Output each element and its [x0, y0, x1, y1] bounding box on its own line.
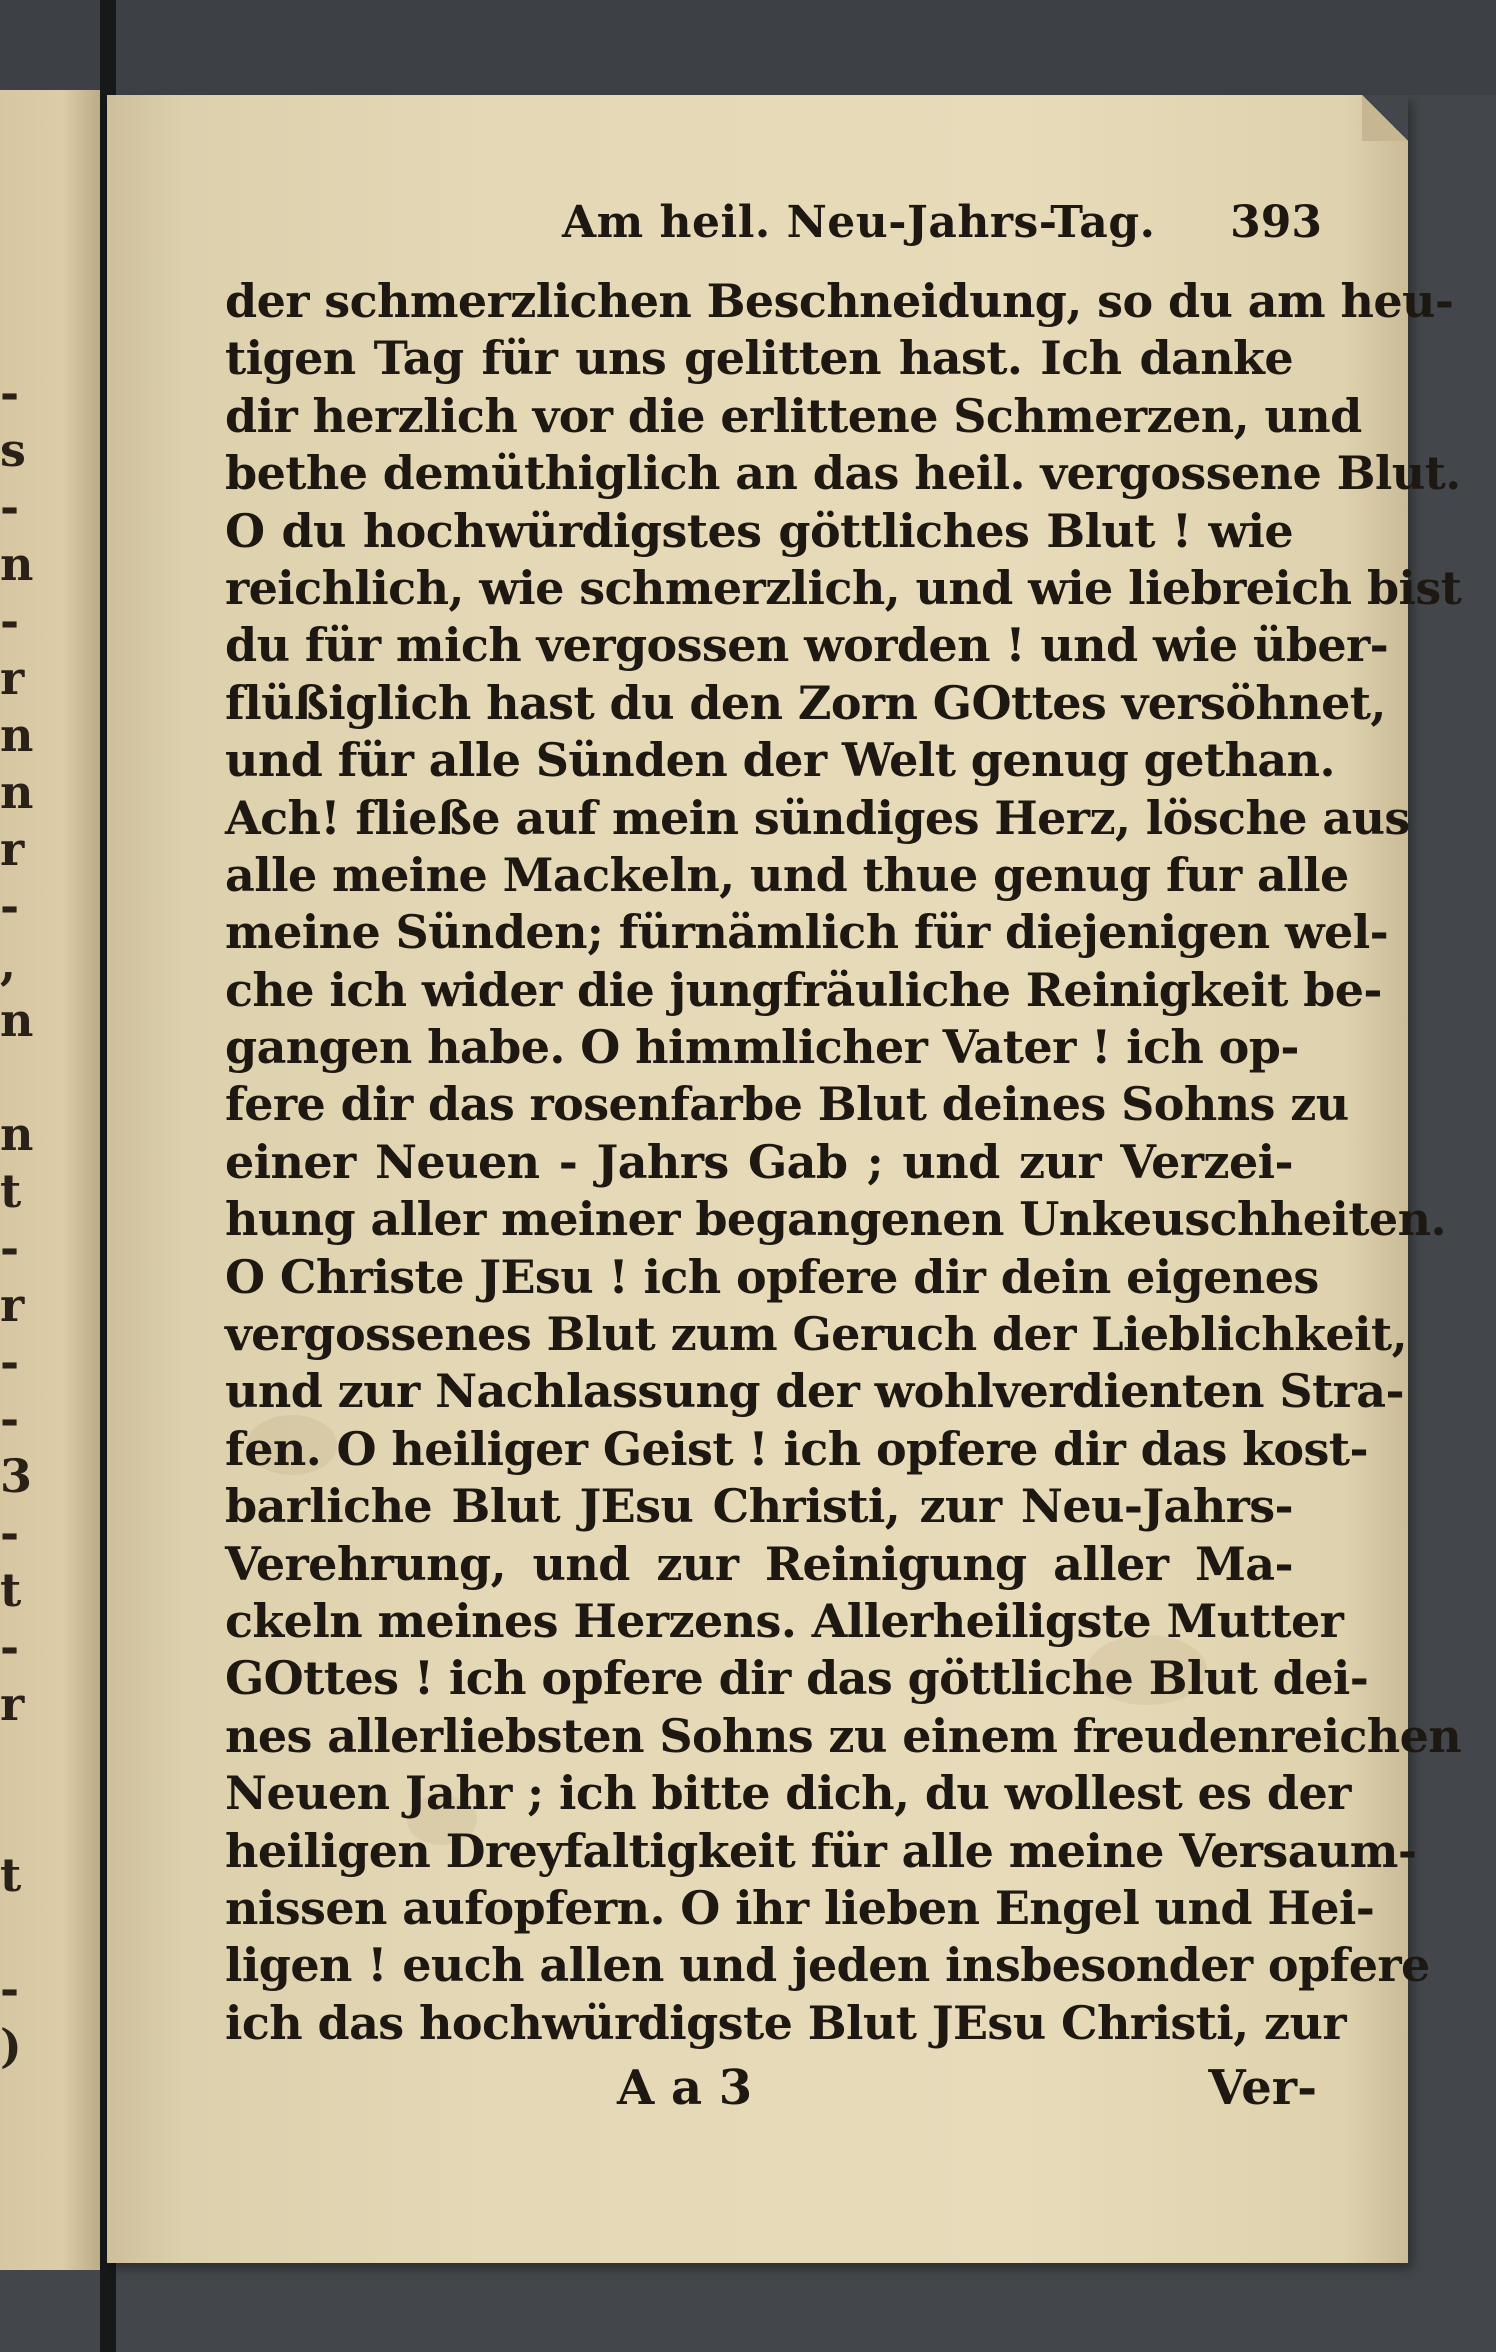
folded-corner [1362, 95, 1408, 141]
body-text [225, 273, 1462, 2052]
left-edge-char: n [0, 708, 34, 762]
text-line: che ich wider die jungfräuliche Reinigkeit be- [225, 962, 1382, 1017]
left-edge-char: 3 [0, 1449, 33, 1503]
text-line: dir herzlich vor die erlittene Schmerzen, und [225, 388, 1362, 443]
text-line: einer Neuen - Jahrs Gab ; und zur Verzei- [225, 1134, 1293, 1189]
text-line: alle meine Mackeln, und thue genug fur alle [225, 847, 1349, 902]
text-line: du für mich vergossen worden ! und wie über- [225, 618, 1389, 673]
left-edge-char [0, 1904, 40, 1961]
running-title: Am heil. Neu-Jahrs-Tag. [562, 197, 1156, 248]
text-line: barliche Blut JEsu Christi, zur Neu-Jahrs- [225, 1479, 1293, 1534]
left-edge-char: r [0, 1278, 25, 1332]
left-edge-char: n [0, 993, 34, 1047]
text-line: fere dir das rosenfarbe Blut deines Sohns zu [225, 1077, 1349, 1132]
book-page [107, 95, 1462, 2263]
text-line: nes allerliebsten Sohns zu einem freudenreichen [225, 1708, 1462, 1763]
left-edge-char: r [0, 822, 25, 876]
text-line: ligen ! euch allen und jeden insbesonder opfere [225, 1938, 1430, 1993]
left-edge-char: - [0, 1392, 20, 1446]
text-line: heiligen Dreyfaltigkeit für alle meine Versaum- [225, 1823, 1417, 1878]
text-line: und für alle Sünden der Welt genug gethan. [225, 733, 1335, 788]
left-edge-char: ) [0, 2019, 22, 2073]
left-edge-char: n [0, 1107, 34, 1161]
text-line: GOttes ! ich opfere dir das göttliche Blut dei- [225, 1651, 1369, 1706]
left-edge-char: n [0, 537, 34, 591]
left-edge-char: t [0, 1848, 22, 1902]
left-edge-char: - [0, 1962, 20, 2016]
text-line: nissen aufopfern. O ihr lieben Engel und Hei- [225, 1880, 1375, 1935]
left-edge-char: r [0, 651, 25, 705]
left-edge-char: r [0, 1677, 25, 1731]
text-line: gangen habe. O himmlicher Vater ! ich op- [225, 1020, 1299, 1075]
text-line: der schmerzlichen Beschneidung, so du am heu- [225, 274, 1454, 328]
left-edge-char [0, 1049, 40, 1106]
catchword: Ver- [1208, 2060, 1317, 2116]
background-top [0, 0, 1496, 95]
left-page-text-fragments [0, 365, 40, 2075]
text-line: fen. O heiliger Geist ! ich opfere dir das kost- [225, 1421, 1368, 1476]
text-line: hung aller meiner begangenen Unkeuschheiten. [225, 1192, 1446, 1247]
text-line: Verehrung, und zur Reinigung aller Ma- [225, 1536, 1293, 1591]
page-number: 393 [1230, 197, 1322, 248]
left-edge-char: - [0, 594, 20, 648]
left-edge-char: t [0, 1563, 22, 1617]
left-edge-char: - [0, 1335, 20, 1389]
text-line: ckeln meines Herzens. Allerheiligste Mutter [225, 1593, 1344, 1648]
text-line: und zur Nachlassung der wohlverdienten Stra- [225, 1364, 1404, 1419]
left-edge-char: - [0, 480, 20, 534]
left-edge-char: - [0, 1620, 20, 1674]
running-header [462, 187, 1322, 267]
text-line: flüßiglich hast du den Zorn GOttes versöhnet, [225, 675, 1386, 730]
left-edge-char: - [0, 1221, 20, 1275]
left-edge-char: - [0, 879, 20, 933]
left-edge-char [0, 1790, 40, 1847]
left-edge-char: - [0, 366, 20, 420]
left-edge-char [0, 1733, 40, 1790]
text-line: meine Sünden; fürnämlich für diejenigen wel- [225, 905, 1389, 960]
text-line: bethe demüthiglich an das heil. vergossene Blut. [225, 446, 1461, 501]
left-edge-char: - [0, 1506, 20, 1560]
text-line: Neuen Jahr ; ich bitte dich, du wollest es der [225, 1766, 1351, 1821]
text-line: O du hochwürdigstes göttliches Blut ! wie [225, 503, 1293, 558]
left-page-edge [0, 90, 103, 2270]
text-line: ich das hochwürdigste Blut JEsu Christi, zur [225, 1995, 1346, 2050]
left-edge-char: , [0, 936, 17, 990]
left-edge-char: t [0, 1164, 22, 1218]
signature-mark: A a 3 [617, 2060, 753, 2116]
text-line: O Christe JEsu ! ich opfere dir dein eigenes [225, 1249, 1319, 1304]
text-line: Ach! fließe auf mein sündiges Herz, lösche aus [225, 790, 1410, 845]
page-footer [617, 2060, 1317, 2140]
left-edge-char: n [0, 765, 34, 819]
text-line: tigen Tag für uns gelitten hast. Ich danke [225, 331, 1293, 386]
text-line: reichlich, wie schmerzlich, und wie liebreich bist [225, 560, 1462, 615]
left-edge-char: s [0, 423, 26, 477]
text-line: vergossenes Blut zum Geruch der Lieblichkeit, [225, 1307, 1407, 1362]
